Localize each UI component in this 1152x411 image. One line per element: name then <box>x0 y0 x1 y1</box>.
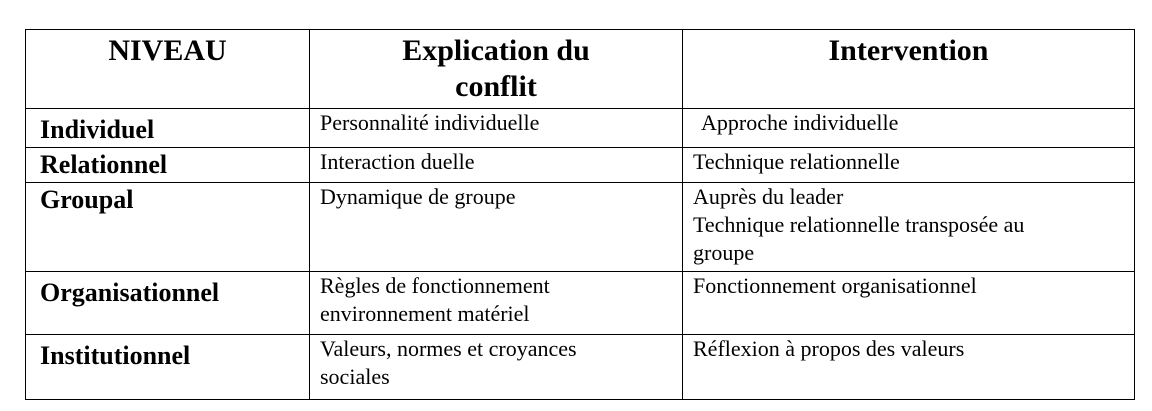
header-niveau-label: NIVEAU <box>108 34 227 67</box>
header-intervention-label: Intervention <box>828 34 989 67</box>
level-cell: Institutionnel <box>26 335 310 400</box>
intervention-line: Technique relationnelle <box>693 149 900 174</box>
level-cell: Relationnel <box>26 148 310 183</box>
header-niveau <box>26 30 310 109</box>
header-explication-line2: conflit <box>455 70 537 103</box>
table-row <box>26 183 1135 272</box>
explication-cell <box>310 183 683 272</box>
explication-cell <box>310 148 683 183</box>
explication-line: Interaction duelle <box>320 149 475 174</box>
explication-line: environnement matériel <box>320 301 530 326</box>
level-cell: Organisationnel <box>26 272 310 335</box>
intervention-line: Technique relationnelle transposée au <box>693 212 1025 237</box>
intervention-line: Auprès du leader <box>693 184 844 209</box>
intervention-cell <box>683 148 1135 183</box>
explication-line: Valeurs, normes et croyances <box>320 336 577 361</box>
header-explication <box>310 30 683 109</box>
intervention-line: Fonctionnement organisationnel <box>693 273 977 298</box>
intervention-cell <box>683 335 1135 400</box>
explication-line: Personnalité individuelle <box>320 110 540 135</box>
explication-line: sociales <box>320 364 390 389</box>
level-cell: Individuel <box>26 109 310 148</box>
explication-line: Dynamique de groupe <box>320 184 516 209</box>
explication-cell <box>310 335 683 400</box>
intervention-line: Approche individuelle <box>701 110 899 135</box>
table-row <box>26 272 1135 335</box>
explication-cell <box>310 109 683 148</box>
header-intervention <box>683 30 1135 109</box>
table-row <box>26 148 1135 183</box>
header-row <box>26 30 1135 109</box>
intervention-line: Réflexion à propos des valeurs <box>693 336 965 361</box>
intervention-line: groupe <box>693 240 755 265</box>
intervention-cell <box>683 272 1135 335</box>
explication-cell <box>310 272 683 335</box>
level-cell: Groupal <box>26 183 310 272</box>
header-explication-line1: Explication du <box>402 34 590 67</box>
intervention-cell <box>683 109 1135 148</box>
intervention-cell <box>683 183 1135 272</box>
conflict-levels-table <box>25 29 1135 400</box>
table-row <box>26 109 1135 148</box>
explication-line: Règles de fonctionnement <box>320 273 550 298</box>
table-row <box>26 335 1135 400</box>
